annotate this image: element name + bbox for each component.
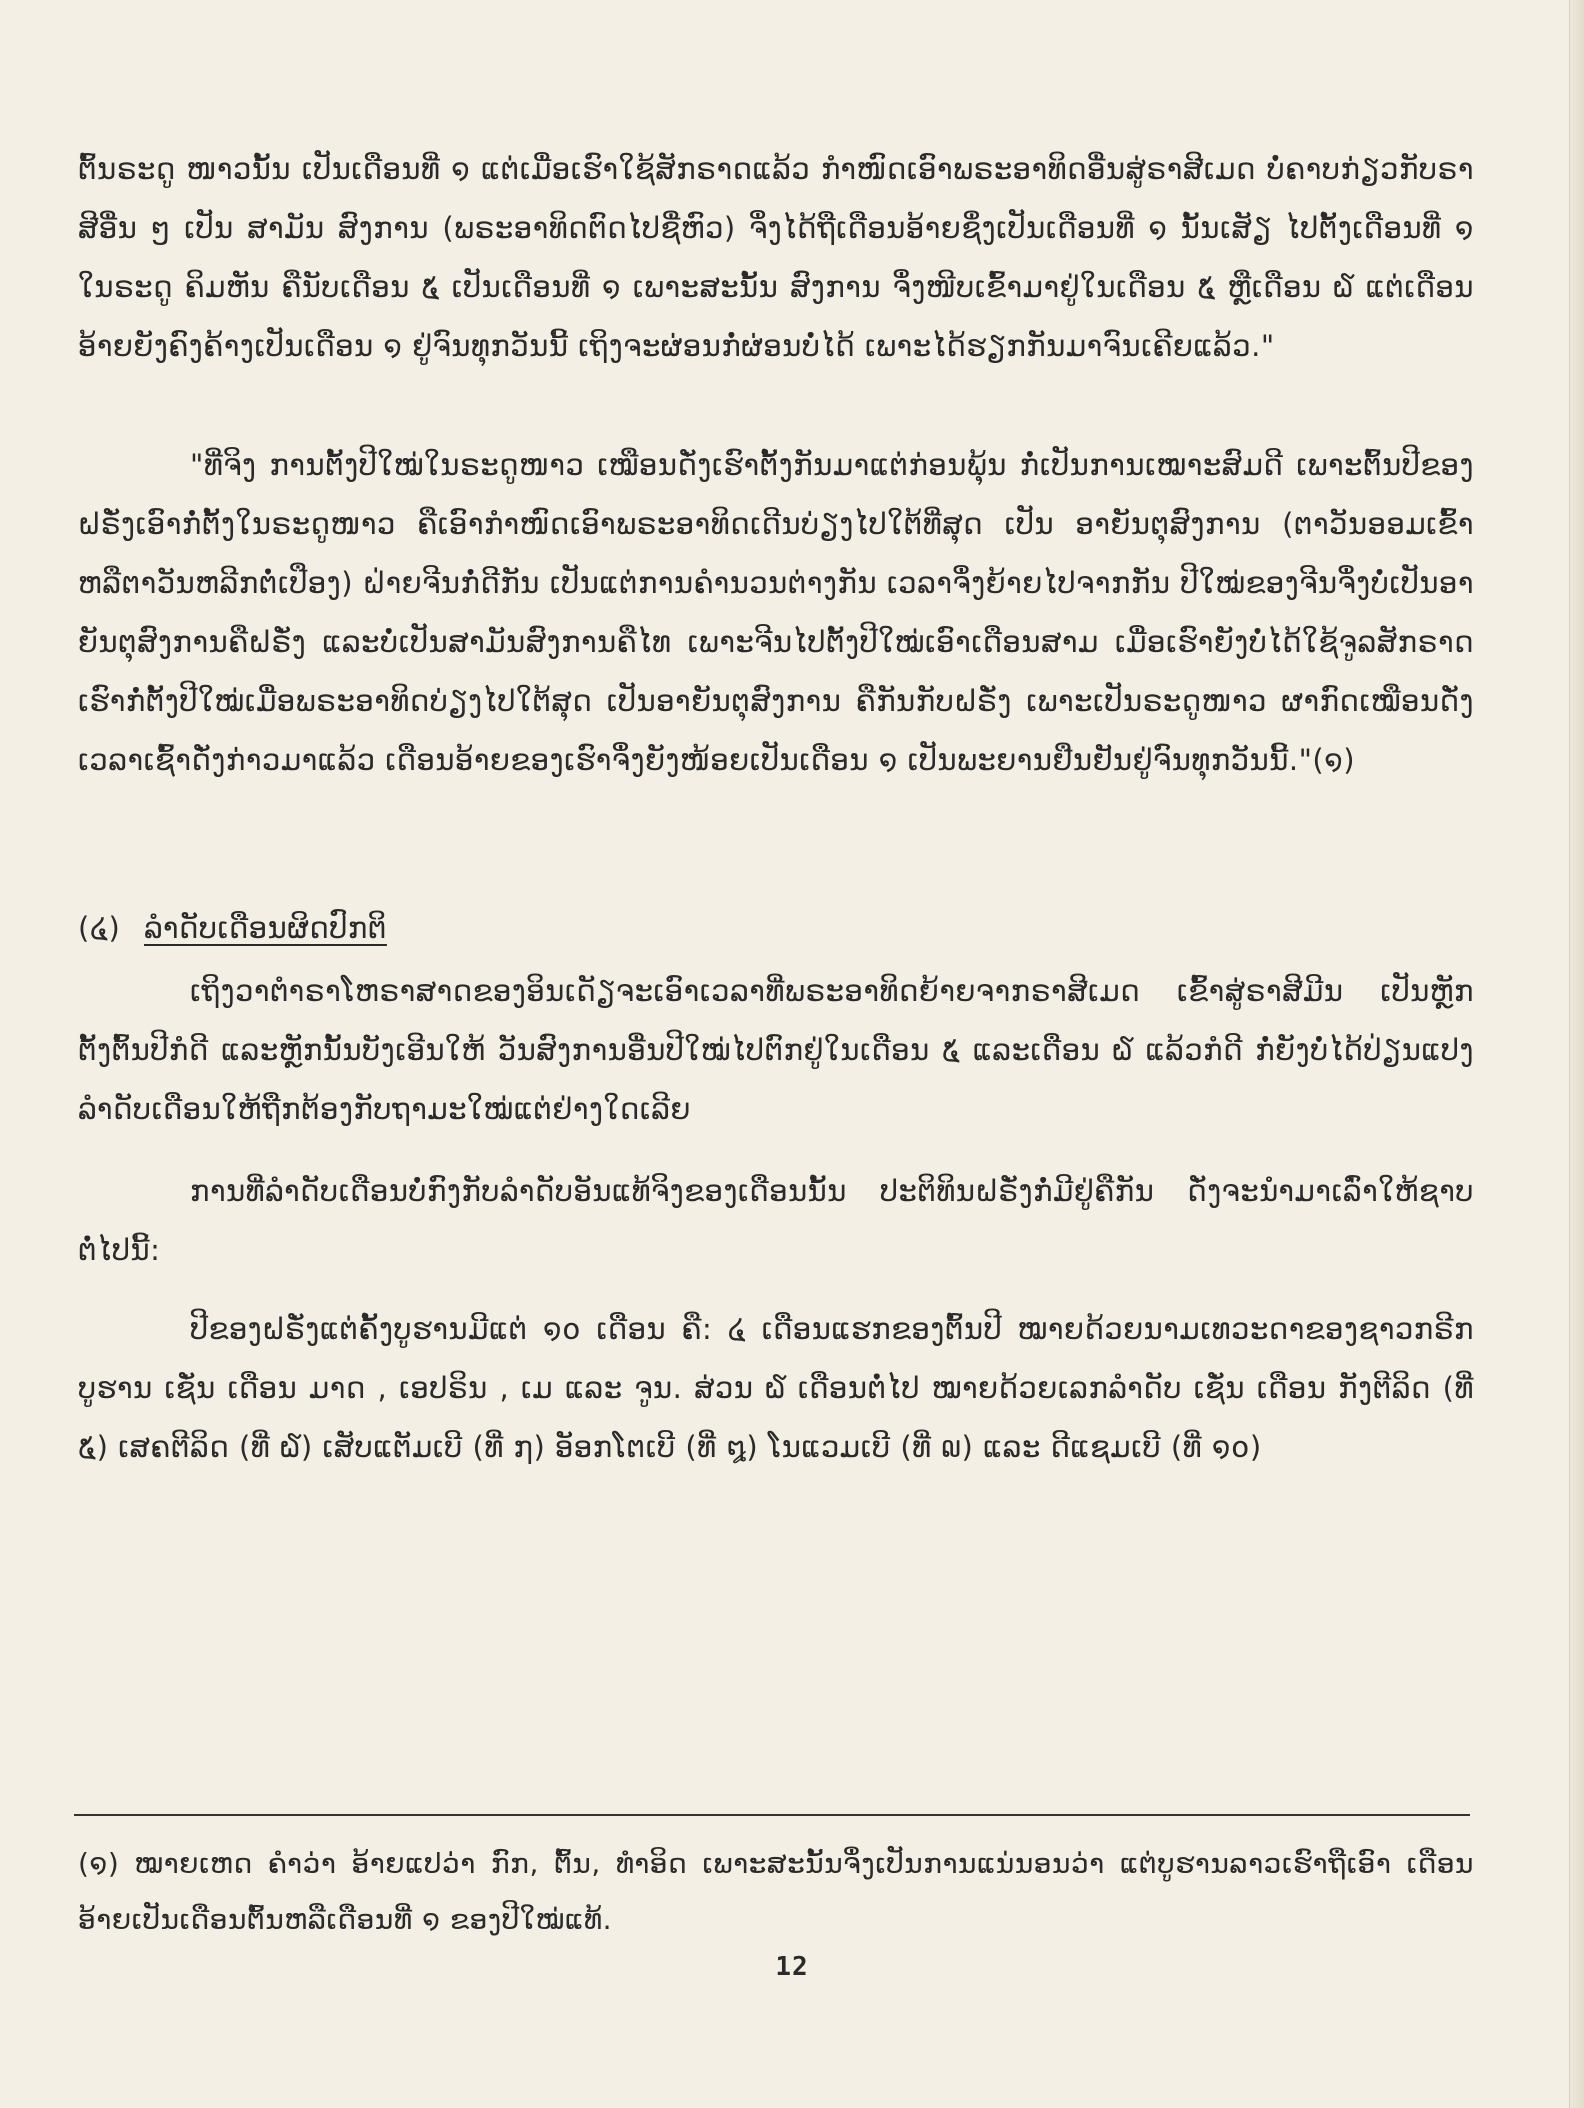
- section-number: (໔): [78, 911, 121, 945]
- paragraph-4: ການທີ່ລຳດັບເດືອນບໍ່ກົງກັບລຳດັບອັນແທ້ຈິງຂອງເດືອນນັ້ນ ປະຕິທິນຝຣັ່ງກໍ່ມີຢູ່ຄືກັນ ດັ່ງຈະນຳມາເລົ່າໃຫ້ຊາບຕໍ່ໄປນີ້:: [78, 1174, 1474, 1267]
- page-number: 12: [775, 1952, 809, 1982]
- page-edge: [1569, 0, 1584, 2108]
- section-title: ລຳດັບເດືອນຜິດປົກຕິ: [143, 911, 387, 945]
- footnote: (໑) ໝາຍເຫດ ຄຳວ່າ ອ້າຍແປວ່າ ກົກ, ຕົ້ນ, ທຳອິດ ເພາະສະນັ້ນຈຶ່ງເປັນການແນ່ນອນວ່າ ແຕ່ບູຮານລາວເຮົາຖືເອົາ ເດືອນອ້າຍເປັນເດືອນຕົ້ນຫລືເດືອນທີ່ ໑ ຂອງປີໃໝ່ແທ້.: [78, 1847, 1474, 1936]
- section-heading: [78, 908, 387, 948]
- paragraph-2: "ທີ່ຈິງ ການຕັ້ງປີໃໝ່ໃນຣະດູໜາວ ເໝືອນດັ່ງເຮົາຕັ້ງກັນມາແຕ່ກ່ອນພຸ້ນ ກໍ່ເປັນການເໝາະສົມດີ ເພາະຕົ້ນປີຂອງຝຣັ່ງເອົາກໍ່ຕັ້ງໃນຣະດູໜາວ ຄືເອົາກຳໜົດເອົາພຣະອາທິດເດີນບ່ຽງໄປໃຕ້ທີ່ສຸດ ເປັນ ອາຍັນຕຸສົງການ (ຕາວັນອອມເຂົ້າ ຫລືຕາວັນຫລີກຕໍ່ເປືອງ) ຝ່າຍຈີນກໍ່ດີກັນ ເປັນແຕ່ການຄຳນວນຕ່າງກັນ ເວລາຈຶ່ງຍ້າຍໄປຈາກກັນ ປີໃໝ່ຂອງຈີນຈຶ່ງບໍ່ເປັນອາຍັນຕຸສົງການຄືຝຣັ່ງ ແລະບໍ່ເປັນສາມັນສົງການຄືໄທ ເພາະຈີນໄປຕັ້ງປີໃໝ່ເອົາເດືອນສາມ ເມື່ອເຮົາຍັງບໍ່ໄດ້ໃຊ້ຈູລສັກຣາດ ເຮົາກໍ່ຕັ້ງປີໃໝ່ເມື່ອພຣະອາທິດບ່ຽງໄປໃຕ້ສຸດ ເປັນອາຍັນຕຸສົງການ ຄືກັນກັບຝຣັ່ງ ເພາະເປັນຣະດູໜາວ ຜາກົດເໝືອນດັ່ງເວລາເຊົ້າດັ່ງກ່າວມາແລ້ວ ເດືອນອ້າຍຂອງເຮົາຈຶ່ງຍັງໜ້ອຍເປັນເດືອນ ໑ ເປັນພະຍານຢືນຢັນຢູ່ຈົນທຸກວັນນີ້."(໑): [78, 448, 1474, 777]
- paragraph-1: ຕົ້ນຣະດູ ໜາວນັ້ນ ເປັນເດືອນທີ່ ໑ ແຕ່ເມື່ອເຮົາໃຊ້ສັກຣາດແລ້ວ ກຳໜົດເອົາພຣະອາທິດອື່ນສູ່ຣາສີເມດ ບໍ່ຄາບກ່ຽວກັບຣາສີອື່ນ ໆ ເປັນ ສາມັນ ສົງການ (ພຣະອາທິດຕົດໄປຊື່ຫົວ) ຈຶ່ງໄດ້ຖືເດືອນອ້າຍຊຶ່ງເປັນເດືອນທີ່ ໑ ນັ້ນເສັຽ ໄປຕັ້ງເດືອນທີ່ ໑ ໃນຣະດູ ຄິມຫັນ ຄືນັບເດືອນ ໕ ເປັນເດືອນທີ່ ໑ ເພາະສະນັ້ນ ສົງການ ຈຶ່ງໜີບເຂົ້າມາຢູ່ໃນເດືອນ ໕ ຫຼືເດືອນ ໖ ແຕ່ເດືອນອ້າຍຍັງຄົງຄ້າງເປັນເດືອນ ໑ ຢູ່ຈົນທຸກວັນນີ້ ເຖິງຈະຜ່ອນກໍ່ຜ່ອນບໍ່ໄດ້ ເພາະໄດ້ຮຽກກັນມາຈົນເຄີຍແລ້ວ.": [78, 152, 1474, 363]
- footnote-divider: [74, 1814, 1470, 1816]
- paragraph-3: ເຖິງວາຕຳຣາໂຫຣາສາດຂອງອິນເດັຽຈະເອົາເວລາທີ່ພຣະອາທິດຍ້າຍຈາກຣາສີເມດ ເຂົ້າສູ່ຣາສີມີນ ເປັນຫຼັກຕັ້ງຕົ້ນປີກໍດີ ແລະຫຼັກນັ້ນບັງເອີນໃຫ້ ວັນສົງການອື່ນປີໃໝ່ໄປຕົກຢູ່ໃນເດືອນ ໕ ແລະເດືອນ ໖ ແລ້ວກໍດີ ກໍ່ຍັງບໍ່ໄດ້ປ່ຽນແປງລຳດັບເດືອນໃຫ້ຖືກຕ້ອງກັບຖາມະໃໝ່ແຕ່ຢ່າງໃດເລີຍ: [78, 974, 1474, 1126]
- paragraph-5: ປີຂອງຝຣັ່ງແຕ່ຄັ້ງບູຮານມີແຕ່ ໑໐ ເດືອນ ຄື: ໔ ເດືອນແຮກຂອງຕົ້ນປີ ໝາຍດ້ວຍນາມເທວະດາຂອງຊາວກຣີກບູຮານ ເຊັ່ນ ເດືອນ ມາດ , ເອປຣິນ , ເມ ແລະ ຈູນ. ສ່ວນ ໖ ເດືອນຕໍ່ໄປ ໝາຍດ້ວຍເລກລຳດັບ ເຊັ່ນ ເດືອນ ກັງຕີລິດ (ທີ່ ໕) ເສຄຕີລິດ (ທີ່ ໖) ເສັບແຕັມເບີ (ທີ່ ໗) ອັອກໂຕເບີ (ທີ່ ໘) ໂນແວມເບີ (ທີ່ ໙) ແລະ ດີແຊມເບີ (ທີ່ ໑໐): [78, 1312, 1474, 1464]
